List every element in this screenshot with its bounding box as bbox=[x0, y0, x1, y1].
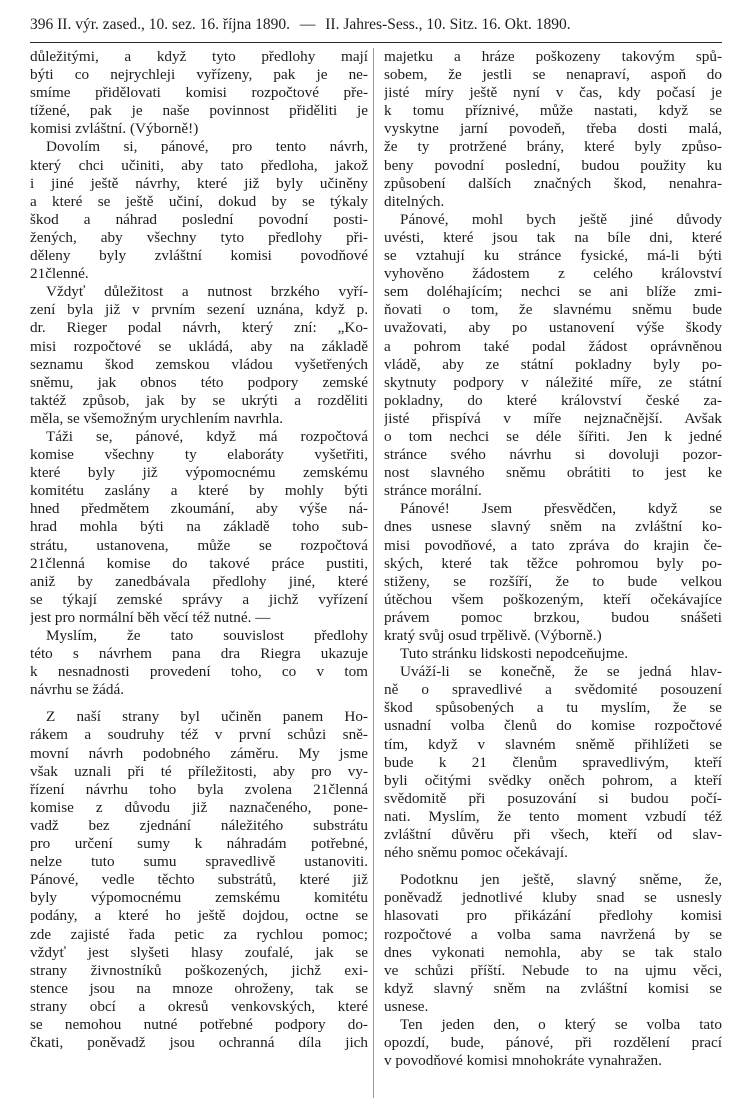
text-line: jisté míry ještě nyní v čas, kdy počasí je bbox=[384, 84, 722, 102]
text-line: skytnuty podpory v náležité míře, ze státní bbox=[384, 373, 722, 391]
text-line: hned předmětem zkoumání, aby výše ná- bbox=[30, 500, 368, 518]
text-line: vyhověno žádostem z celého království bbox=[384, 265, 722, 283]
text-line: Pánové, mohl bych ještě jiné důvody bbox=[400, 210, 722, 228]
text-line: které byly již výpomocnému zemskému bbox=[30, 464, 368, 482]
text-line: škod spůsobených a tu myslím, že se bbox=[384, 699, 722, 717]
text-line: vyskytne jarní povodeň, třeba dosti malá, bbox=[384, 120, 722, 138]
text-line: kratý svůj osud trpělivě. (Výborně.) bbox=[384, 627, 602, 644]
text-line: Ten jeden den, o který se volba tato bbox=[400, 1015, 722, 1033]
left-column bbox=[30, 48, 368, 1052]
column-divider bbox=[373, 48, 374, 1098]
text-line: sem doléhajícím; nechci se ani blíže zmi- bbox=[384, 283, 722, 301]
text-line: hlasovati pro přikázání předlohy komisi bbox=[384, 907, 722, 925]
text-line: dnes usnese slavný sněm na zvláštní ko- bbox=[384, 518, 722, 536]
text-line: byli očitými svědky oněch pohrom, a kteří bbox=[384, 771, 722, 789]
text-line: který chci učiniti, aby tato předloha, jakož bbox=[30, 156, 368, 174]
text-line: způsobení dalších značných škod, nenahra- bbox=[384, 174, 722, 192]
text-line: čkati, poněvadž jsou ochranná díla jich bbox=[30, 1034, 368, 1052]
text-line: ného sněmu pomoc očekávají. bbox=[384, 844, 568, 862]
text-line: nati. Myslím, že tento moment vzbudí též bbox=[384, 807, 722, 825]
text-line: misi povodňové, a tato zpráva do krajin če- bbox=[384, 536, 722, 554]
text-line: Podotknu jen ještě, slavný sněme, že, bbox=[400, 871, 722, 889]
text-line: o tom nechci se déle šířiti. Jen k jedné bbox=[384, 427, 722, 445]
text-line: komisi zvláštní. (Výborně!) bbox=[30, 120, 199, 138]
text-line: pokladny, do které království české za- bbox=[384, 391, 722, 409]
text-line: Pánové! Jsem přesvědčen, když se bbox=[400, 500, 722, 518]
text-line: dr. Rieger podal návrh, který zní: „Ko- bbox=[30, 319, 368, 337]
text-line: zení byla již v prvním sezení uznána, když p. bbox=[30, 301, 368, 319]
text-line: taktéž způsob, jak by se ukrýti a rozděliti bbox=[30, 391, 368, 409]
text-line: se vztahují ku stránce fysické, má-li býti bbox=[384, 247, 722, 265]
header-dash: — bbox=[299, 16, 316, 33]
text-line: svědomitě při posuzování si budou počí- bbox=[384, 789, 722, 807]
text-line: 21členné. bbox=[30, 265, 89, 283]
text-line: usnese. bbox=[384, 997, 429, 1015]
text-line: strátu, ustanovena, může se rozpočtová bbox=[30, 536, 368, 554]
text-line: opozdí, bude, pánové, při rozdělení prací bbox=[384, 1034, 722, 1052]
paragraph-gap bbox=[384, 862, 722, 871]
right-column bbox=[384, 48, 722, 1070]
text-line: uvésti, které jsou tak na bíle dni, které bbox=[384, 228, 722, 246]
text-line: k nesnadnosti provedení toho, co v tom bbox=[30, 663, 368, 681]
text-line: Tuto stránku lidskosti nepodceňujme. bbox=[400, 645, 629, 663]
text-line: stránce svého návrhu si dovoluji pozor- bbox=[384, 446, 722, 464]
text-line: uvažovati, aby po ustanovení výše škody bbox=[384, 319, 722, 337]
text-line: i jiné ještě návrhy, které již byly učiněny bbox=[30, 174, 368, 192]
text-line: podány, a které ho ještě dojdou, octne se bbox=[30, 907, 368, 925]
text-line: seznamu škod zemskou vládou vyšetřených bbox=[30, 355, 368, 373]
text-line: stránce morální. bbox=[384, 482, 482, 500]
text-line: aniž by zanedbávala předlohy jiné, které bbox=[30, 572, 368, 590]
text-line: Myslím, že tato souvislost předlohy bbox=[46, 627, 368, 644]
text-line: v povodňové komisi mnohokráte vynahražen. bbox=[384, 1052, 662, 1070]
text-line: Táži se, pánové, když má rozpočtová bbox=[46, 427, 368, 445]
text-line: sněmu, jak obnos této podpory zemské bbox=[30, 373, 368, 391]
text-line: žených, aby všechny tyto předlohy při- bbox=[30, 228, 368, 246]
text-line: rákem a soudruhy též v první schůzi sně- bbox=[30, 726, 368, 744]
text-line: měla, se všemožným urychlením navrhla. bbox=[30, 409, 284, 427]
text-line: ditelných. bbox=[384, 192, 445, 210]
text-line: a pohrom také podal žádost oprávněnou bbox=[384, 337, 722, 355]
text-line: Pánové, vedle těchto substrátů, které již bbox=[30, 871, 368, 889]
text-line: dnes vykonati nemohla, aby se tak stalo bbox=[384, 943, 722, 961]
text-line: smíme přidělovati komisi rozpočtové pře- bbox=[30, 84, 368, 102]
text-line: právem pomoc brzkou, budou snášeti bbox=[384, 608, 722, 626]
paragraph-gap bbox=[30, 699, 368, 708]
text-line: poněvadž jednotlivé kluby snad se usnesly bbox=[384, 889, 722, 907]
text-line: k tomu příznivé, může nastati, když se bbox=[384, 102, 722, 120]
text-line: beny povodní poslední, budou použity ku bbox=[384, 156, 722, 174]
text-line: movní návrh podobného záměru. My jsme bbox=[30, 744, 368, 762]
text-line: sobem, že jestli se nenapraví, aspoň do bbox=[384, 66, 722, 84]
text-line: misi rozpočtové se ukládá, aby na základě bbox=[30, 337, 368, 355]
text-line: komise všechny ty elaboráty vyšetřiti, bbox=[30, 446, 368, 464]
text-line: zvláštní důvěru při všech, kteří od slav- bbox=[384, 826, 722, 844]
text-line: že ty protržené brány, které byly způso- bbox=[384, 138, 722, 156]
text-line: Dovolím si, pánové, pro tento návrh, bbox=[46, 138, 368, 156]
text-line: ve schůzi příští. Nebude to na ujmu věci, bbox=[384, 961, 722, 979]
text-line: vždyť jest slyšeti hlasy zoufalé, jak se bbox=[30, 943, 368, 961]
text-line: komitétu zaslány a které by mohly býti bbox=[30, 482, 368, 500]
page-header bbox=[30, 16, 720, 34]
text-line: ňovati o tom, že slavnému sněmu bude bbox=[384, 301, 722, 319]
text-line: děleny byly zvláštní komisi povodňové bbox=[30, 247, 368, 265]
text-line: a které se ještě učiní, dokud by se týkaly bbox=[30, 192, 368, 210]
text-line: se týkají zemské správy a jichž vyřízení bbox=[30, 590, 368, 608]
text-line: ských, které tak těžce pohromou byly po- bbox=[384, 554, 722, 572]
text-line: býti co nejrychleji vyřízeny, pak je ne- bbox=[30, 66, 368, 84]
text-line: této s návrhem pana dra Riegra ukazuje bbox=[30, 645, 368, 663]
text-line: hrad mohla býti na základě toho sub- bbox=[30, 518, 368, 536]
text-line: návrhu se žádá. bbox=[30, 681, 125, 699]
text-line: útěchou všem poškozeným, kteří očekávajíce bbox=[384, 590, 722, 608]
text-line: zde zajisté řada petic za rychlou pomoc; bbox=[30, 925, 368, 943]
text-line: majetku a hráze poškozeny takovým spů- bbox=[384, 48, 722, 65]
text-line: komise z důvodu již naznačeného, pone- bbox=[30, 798, 368, 816]
text-line: usnadní volba členů do komise rozpočtové bbox=[384, 717, 722, 735]
text-line: tím, když v slavném sněmě přihlížeti se bbox=[384, 735, 722, 753]
text-line: řízení návrhu toho byla zvolena 21členná bbox=[30, 780, 368, 798]
header-czech: 396 II. výr. zased., 10. sez. 16. října 1890. bbox=[30, 16, 290, 33]
text-line: ně o spravedlivé a svědomité posouzení bbox=[384, 681, 722, 699]
text-line: strany obcí a okresů venkovských, které bbox=[30, 997, 368, 1015]
text-line: nelze tuto sumu spravedlivě ustanoviti. bbox=[30, 853, 368, 871]
text-line: však uznali při té příležitosti, aby pro vy- bbox=[30, 762, 368, 780]
text-line: se nemohou nutné potřebné podpory do- bbox=[30, 1015, 368, 1033]
text-line: když slavný sněm na zvláštní komisi se bbox=[384, 979, 722, 997]
text-line: stiženy, se rozšíří, že to bude velkou bbox=[384, 572, 722, 590]
header-rule bbox=[30, 42, 722, 43]
text-line: škod a náhrad poslední povodní posti- bbox=[30, 210, 368, 228]
text-line: Vždyť důležitost a nutnost brzkého vyří- bbox=[46, 283, 368, 301]
text-line: vládě, aby ze státní pokladny byly po- bbox=[384, 355, 722, 373]
text-line: Z naší strany byl učiněn panem Ho- bbox=[46, 708, 368, 726]
text-line: byly výpomocnému zemskému komitétu bbox=[30, 889, 368, 907]
text-line: rozpočtové a volba sama navržená by se bbox=[384, 925, 722, 943]
text-line: pro určení sumy k náhradám potřebné, bbox=[30, 835, 368, 853]
text-line: důležitými, a když tyto předlohy mají bbox=[30, 48, 368, 65]
text-line: jisté přispívá v míře nejznačnější. Avšak bbox=[384, 409, 722, 427]
text-line: bude k 21 členům spravedlivým, kteří bbox=[384, 753, 722, 771]
text-line: nost slavného sněmu obrátiti to jest ke bbox=[384, 464, 722, 482]
text-line: Uváží-li se konečně, že se jedná hlav- bbox=[400, 663, 722, 681]
text-line: tížené, pak je naše povinnost přiděliti je bbox=[30, 102, 368, 120]
text-line: strany živnostníků poškozených, jichž exi- bbox=[30, 961, 368, 979]
text-line: vadž bez zjednání náležitého substrátu bbox=[30, 816, 368, 834]
text-line: 21členná komise do takové práce pustiti, bbox=[30, 554, 368, 572]
header-german: II. Jahres-Sess., 10. Sitz. 16. Okt. 1890. bbox=[325, 16, 571, 33]
text-line: stence jsou na mnoze ohroženy, tak se bbox=[30, 979, 368, 997]
text-line: jest pro normální běh věcí též nutné. — bbox=[30, 608, 271, 626]
